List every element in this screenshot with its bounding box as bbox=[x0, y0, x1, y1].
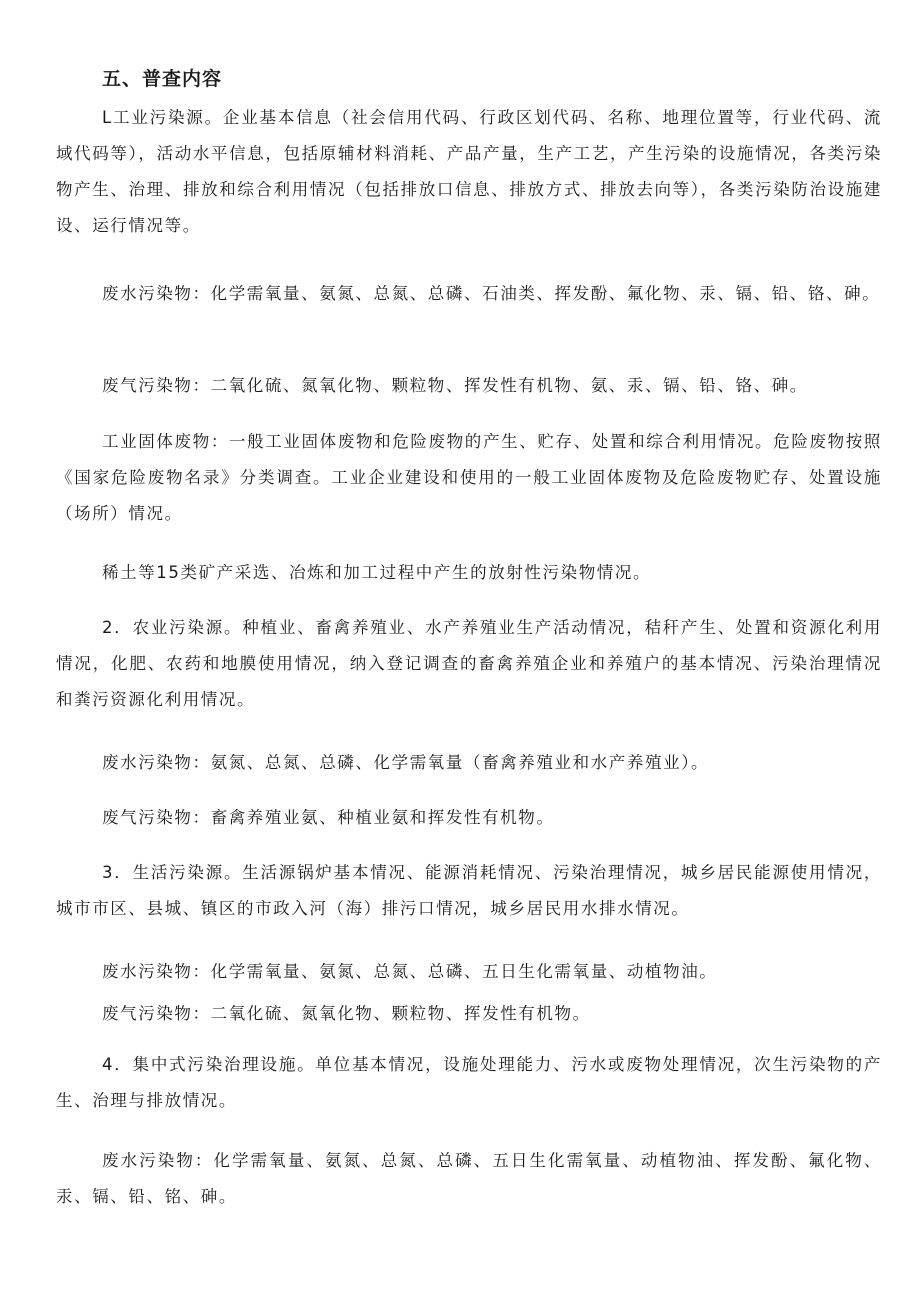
paragraph-industrial-wastewater: 废水污染物：化学需氧量、氨氮、总氮、总磷、石油类、挥发酚、氟化物、汞、镉、铅、铬、砷。 bbox=[102, 284, 881, 303]
paragraph-agricultural-source: 2．农业污染源。种植业、畜禽养殖业、水产养殖业生产活动情况，秸秆产生、处置和资源化利用情况，化肥、农药和地膜使用情况，纳入登记调查的畜禽养殖企业和养殖户的基本情况、污染治理情况和粪污资源化利用情况。 bbox=[56, 618, 882, 709]
paragraph-centralized-wastewater: 废水污染物：化学需氧量、氨氮、总氮、总磷、五日生化需氧量、动植物油、挥发酚、氟化物、汞、镉、铅、铭、砷。 bbox=[56, 1151, 882, 1206]
paragraph-industrial-waste-gas: 废气污染物：二氧化硫、氮氧化物、颗粒物、挥发性有机物、氨、汞、镉、铅、铬、砷。 bbox=[102, 376, 808, 395]
paragraph-industrial-solid-waste: 工业固体废物：一般工业固体废物和危险废物的产生、贮存、处置和综合利用情况。危险废物按照《国家危险废物名录》分类调查。工业企业建设和使用的一般工业固体废物及危险废物贮存、处置设施（场所）情况。 bbox=[56, 432, 882, 523]
paragraph-domestic-waste-gas: 废气污染物：二氧化硫、氮氧化物、颗粒物、挥发性有机物。 bbox=[102, 1004, 591, 1023]
paragraph-domestic-wastewater: 废水污染物：化学需氧量、氨氮、总氮、总磷、五日生化需氧量、动植物油。 bbox=[102, 962, 718, 981]
paragraph-industrial-source: L工业污染源。企业基本信息（社会信用代码、行政区划代码、名称、地理位置等，行业代码、流域代码等），活动水平信息，包括原辅材料消耗、产品产量，生产工艺，产生污染的设施情况，各类污染物产生、治理、排放和综合利用情况（包括排放口信息、排放方式、排放去向等），各类污染防治设施建设、运行情况等。 bbox=[56, 108, 882, 235]
paragraph-agricultural-wastewater: 废水污染物：氨氮、总氮、总磷、化学需氧量（畜禽养殖业和水产养殖业）。 bbox=[102, 753, 710, 772]
paragraph-domestic-source: 3．生活污染源。生活源锅炉基本情况、能源消耗情况、污染治理情况，城乡居民能源使用情况，城市市区、县城、镇区的市政入河（海）排污口情况，城乡居民用水排水情况。 bbox=[56, 863, 882, 918]
section-title: 五、普查内容 bbox=[102, 68, 223, 90]
paragraph-radioactive: 稀土等15类矿产采选、冶炼和加工过程中产生的放射性污染物情况。 bbox=[102, 563, 652, 582]
paragraph-agricultural-waste-gas: 废气污染物：畜禽养殖业氨、种植业氨和挥发性有机物。 bbox=[102, 808, 555, 827]
paragraph-centralized-facilities: 4．集中式污染治理设施。单位基本情况，设施处理能力、污水或废物处理情况，次生污染物的产生、治理与排放情况。 bbox=[56, 1055, 882, 1110]
